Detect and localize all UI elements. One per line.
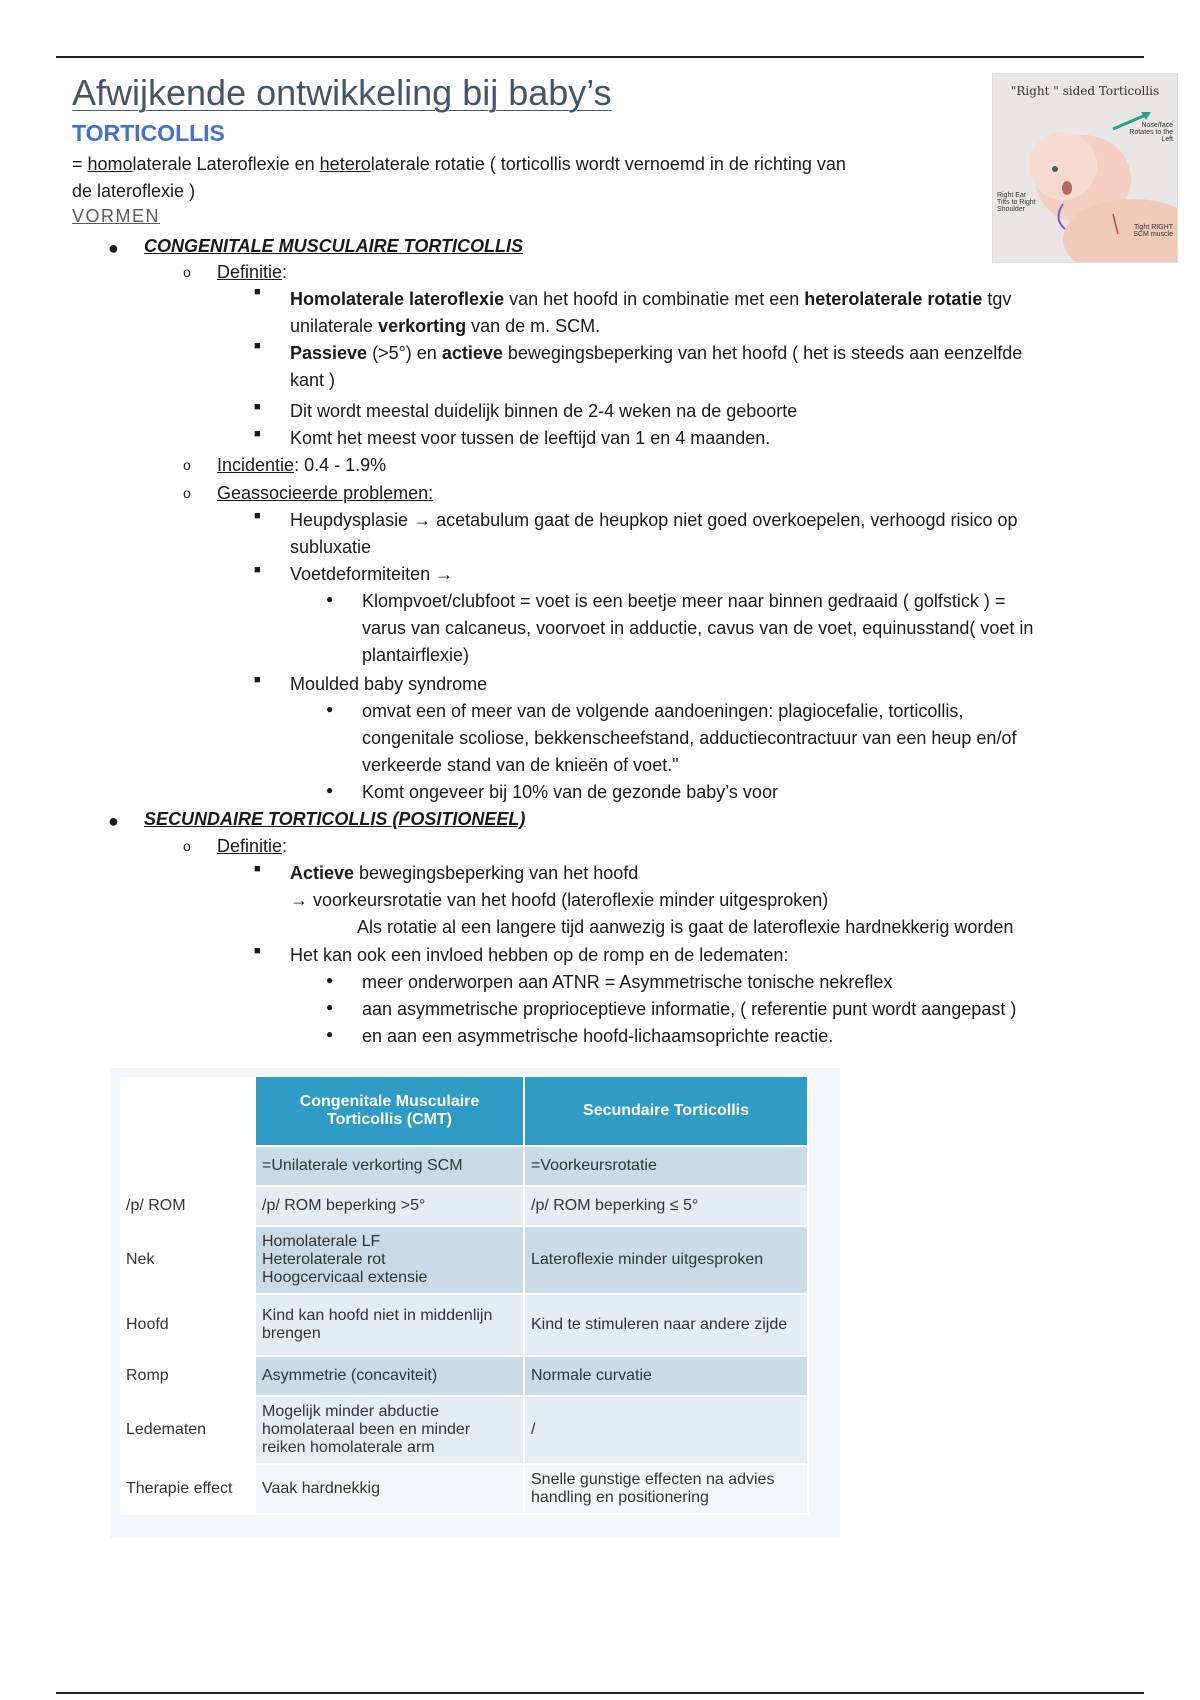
bullet-circle: o bbox=[183, 264, 191, 280]
moulded-sub-1: omvat een of meer van de volgende aandoeningen: plagiocefalie, torticollis, bbox=[362, 701, 964, 721]
bottom-rule bbox=[56, 1692, 1144, 1694]
cell-cmt: Vaak hardnekkig bbox=[255, 1464, 524, 1514]
bullet-dot: ● bbox=[326, 1000, 334, 1014]
sec-sub-1: meer onderworpen aan ATNR = Asymmetrische tonische nekreflex bbox=[362, 972, 893, 992]
label-nose: Nose/face Rotates to the Left bbox=[1129, 122, 1173, 143]
sec-point-1: Actieve bewegingsbeperking van het hoofd bbox=[290, 863, 639, 883]
cell-sec: / bbox=[524, 1396, 808, 1464]
baby-torticollis-image: "Right " sided Torticollis Nose/face Rotates to the Left Right Ear Tilts to Right Shoulder Tight RIGHT SCM muscle bbox=[992, 73, 1178, 263]
geas-moulded-baby: Moulded baby syndrome bbox=[290, 674, 488, 694]
bullet-square: ■ bbox=[254, 564, 261, 576]
cmt-point-1-cont: unilaterale verkorting van de m. SCM. bbox=[290, 316, 601, 336]
bullet-square: ■ bbox=[254, 286, 261, 298]
cell-cmt: =Unilaterale verkorting SCM bbox=[255, 1146, 524, 1186]
sec-definitie: Definitie: bbox=[217, 836, 288, 856]
cell-sec: Normale curvatie bbox=[524, 1356, 808, 1396]
cell-sec: Snelle gunstige effecten na advies handling en positionering bbox=[524, 1464, 808, 1514]
cell-sec: Kind te stimuleren naar andere zijde bbox=[524, 1294, 808, 1356]
sec-sub-3: en aan een asymmetrische hoofd-lichaamsoprichte reactie. bbox=[362, 1026, 834, 1046]
bullet-dot: ● bbox=[326, 973, 334, 987]
cmt-point-4: Komt het meest voor tussen de leeftijd van 1 en 4 maanden. bbox=[290, 428, 771, 448]
bullet-dot: ● bbox=[326, 783, 334, 797]
row-label: Therapie effect bbox=[120, 1464, 255, 1514]
bullet-square: ■ bbox=[254, 401, 261, 413]
bullet-dot: ● bbox=[326, 1027, 334, 1041]
geas-heupdysplasie: Heupdysplasie → acetabulum gaat de heupkop niet goed overkoepelen, verhoogd risico op bbox=[290, 510, 1018, 530]
sec-heading: SECUNDAIRE TORTICOLLIS (POSITIONEEL) bbox=[144, 809, 526, 829]
cell-cmt bbox=[255, 1226, 524, 1294]
bullet-square: ■ bbox=[254, 428, 261, 440]
cmt-definitie: Definitie: bbox=[217, 262, 288, 282]
table-row bbox=[120, 1294, 808, 1356]
table-row bbox=[120, 1226, 808, 1294]
cmt-point-1: Homolaterale lateroflexie van het hoofd in combinatie met een heterolaterale rotatie tgv bbox=[290, 289, 1012, 309]
sec-point-1-note: Als rotatie al een langere tijd aanwezig is gaat de lateroflexie hardnekkerig worden bbox=[357, 917, 1014, 937]
row-label: Hoofd bbox=[120, 1294, 255, 1356]
sec-point-1-arrow: → voorkeursrotatie van het hoofd (lateroflexie minder uitgesproken) bbox=[290, 890, 829, 910]
cmt-point-2: Passieve (>5°) en actieve bewegingsbeperking van het hoofd ( het is steeds aan eenzelfde bbox=[290, 343, 1023, 363]
table-row bbox=[120, 1146, 808, 1186]
cell-sec: =Voorkeursrotatie bbox=[524, 1146, 808, 1186]
cell-line: Heterolaterale rot bbox=[262, 1251, 386, 1268]
table-row bbox=[120, 1464, 808, 1514]
cmt-point-2-cont: kant ) bbox=[290, 370, 336, 390]
bullet-square: ■ bbox=[254, 945, 261, 957]
voet-sub-2: varus van calcaneus, voorvoet in adductie, cavus van de voet, equinusstand( voet in bbox=[362, 618, 1034, 638]
bullet-square: ■ bbox=[254, 510, 261, 522]
bullet-circle: o bbox=[183, 485, 191, 501]
page-title: Afwijkende ontwikkeling bij baby’s bbox=[72, 72, 612, 113]
comparison-table bbox=[120, 1077, 809, 1515]
moulded-sub-2: congenitale scoliose, bekkenscheefstand, adductiecontractuur van een heup en/of bbox=[362, 728, 1017, 748]
header-sec: Secundaire Torticollis bbox=[524, 1077, 808, 1146]
cell-cmt: Asymmetrie (concaviteit) bbox=[255, 1356, 524, 1396]
cell-sec: Lateroflexie minder uitgesproken bbox=[524, 1226, 808, 1294]
cell-cmt: Mogelijk minder abductie homolateraal been en minder reiken homolaterale arm bbox=[255, 1396, 524, 1464]
voet-sub-1: Klompvoet/clubfoot = voet is een beetje meer naar binnen gedraaid ( golfstick ) = bbox=[362, 591, 1006, 611]
cell-cmt: /p/ ROM beperking >5° bbox=[255, 1186, 524, 1226]
label-scm: Tight RIGHT SCM muscle bbox=[1133, 224, 1173, 238]
cell-line: Homolaterale LF bbox=[262, 1233, 381, 1250]
moulded-sub-3: verkeerde stand van de knieën of voet." bbox=[362, 755, 679, 775]
bullet-circle: o bbox=[183, 457, 191, 473]
cmt-point-3: Dit wordt meestal duidelijk binnen de 2-4 weken na de geboorte bbox=[290, 401, 798, 421]
row-label: Ledematen bbox=[120, 1396, 255, 1464]
table-row bbox=[120, 1396, 808, 1464]
cmt-geassocieerde: Geassocieerde problemen: bbox=[217, 483, 434, 503]
table-corner bbox=[120, 1077, 255, 1146]
moulded-sub-4: Komt ongeveer bij 10% van de gezonde baby’s voor bbox=[362, 782, 778, 802]
bullet-square: ■ bbox=[254, 674, 261, 686]
header-cmt: Congenitale Musculaire Torticollis (CMT) bbox=[255, 1077, 524, 1146]
voet-sub-3: plantairflexie) bbox=[362, 645, 470, 665]
section-heading: TORTICOLLIS bbox=[72, 120, 225, 146]
bullet-square: ■ bbox=[254, 340, 261, 352]
vormen-heading: VORMEN bbox=[72, 206, 161, 226]
geas-heupdysplasie-cont: subluxatie bbox=[290, 537, 372, 557]
definition-line-1: = homolaterale Lateroflexie en heterolaterale rotatie ( torticollis wordt vernoemd in de richting van bbox=[72, 154, 846, 174]
top-rule bbox=[56, 56, 1144, 58]
definition-line-2: de lateroflexie ) bbox=[72, 181, 196, 201]
bullet-circle: o bbox=[183, 838, 191, 854]
cell-sec: /p/ ROM beperking ≤ 5° bbox=[524, 1186, 808, 1226]
bullet-dot: ● bbox=[326, 592, 334, 606]
bullet-square: ■ bbox=[254, 863, 261, 875]
table-row bbox=[120, 1186, 808, 1226]
row-label: Nek bbox=[120, 1226, 255, 1294]
cell-line: Hoogcervicaal extensie bbox=[262, 1269, 428, 1286]
sec-sub-2: aan asymmetrische proprioceptieve informatie, ( referentie punt wordt aangepast ) bbox=[362, 999, 1017, 1019]
bullet-dot: ● bbox=[108, 238, 119, 258]
cmt-heading: CONGENITALE MUSCULAIRE TORTICOLLIS bbox=[144, 236, 524, 256]
bullet-dot: ● bbox=[108, 811, 119, 831]
row-label: Romp bbox=[120, 1356, 255, 1396]
row-label: /p/ ROM bbox=[120, 1186, 255, 1226]
label-ear: Right Ear Tilts to Right Shoulder bbox=[997, 192, 1036, 213]
cmt-incidentie: Incidentie: 0.4 - 1.9% bbox=[217, 455, 387, 475]
sec-point-2: Het kan ook een invloed hebben op de romp en de ledematen: bbox=[290, 945, 789, 965]
table-header-row bbox=[120, 1077, 808, 1146]
row-label bbox=[120, 1146, 255, 1186]
cell-cmt: Kind kan hoofd niet in middenlijn brengen bbox=[255, 1294, 524, 1356]
table-row bbox=[120, 1356, 808, 1396]
geas-voetdeformiteiten: Voetdeformiteiten → bbox=[290, 564, 454, 584]
bullet-dot: ● bbox=[326, 702, 334, 716]
